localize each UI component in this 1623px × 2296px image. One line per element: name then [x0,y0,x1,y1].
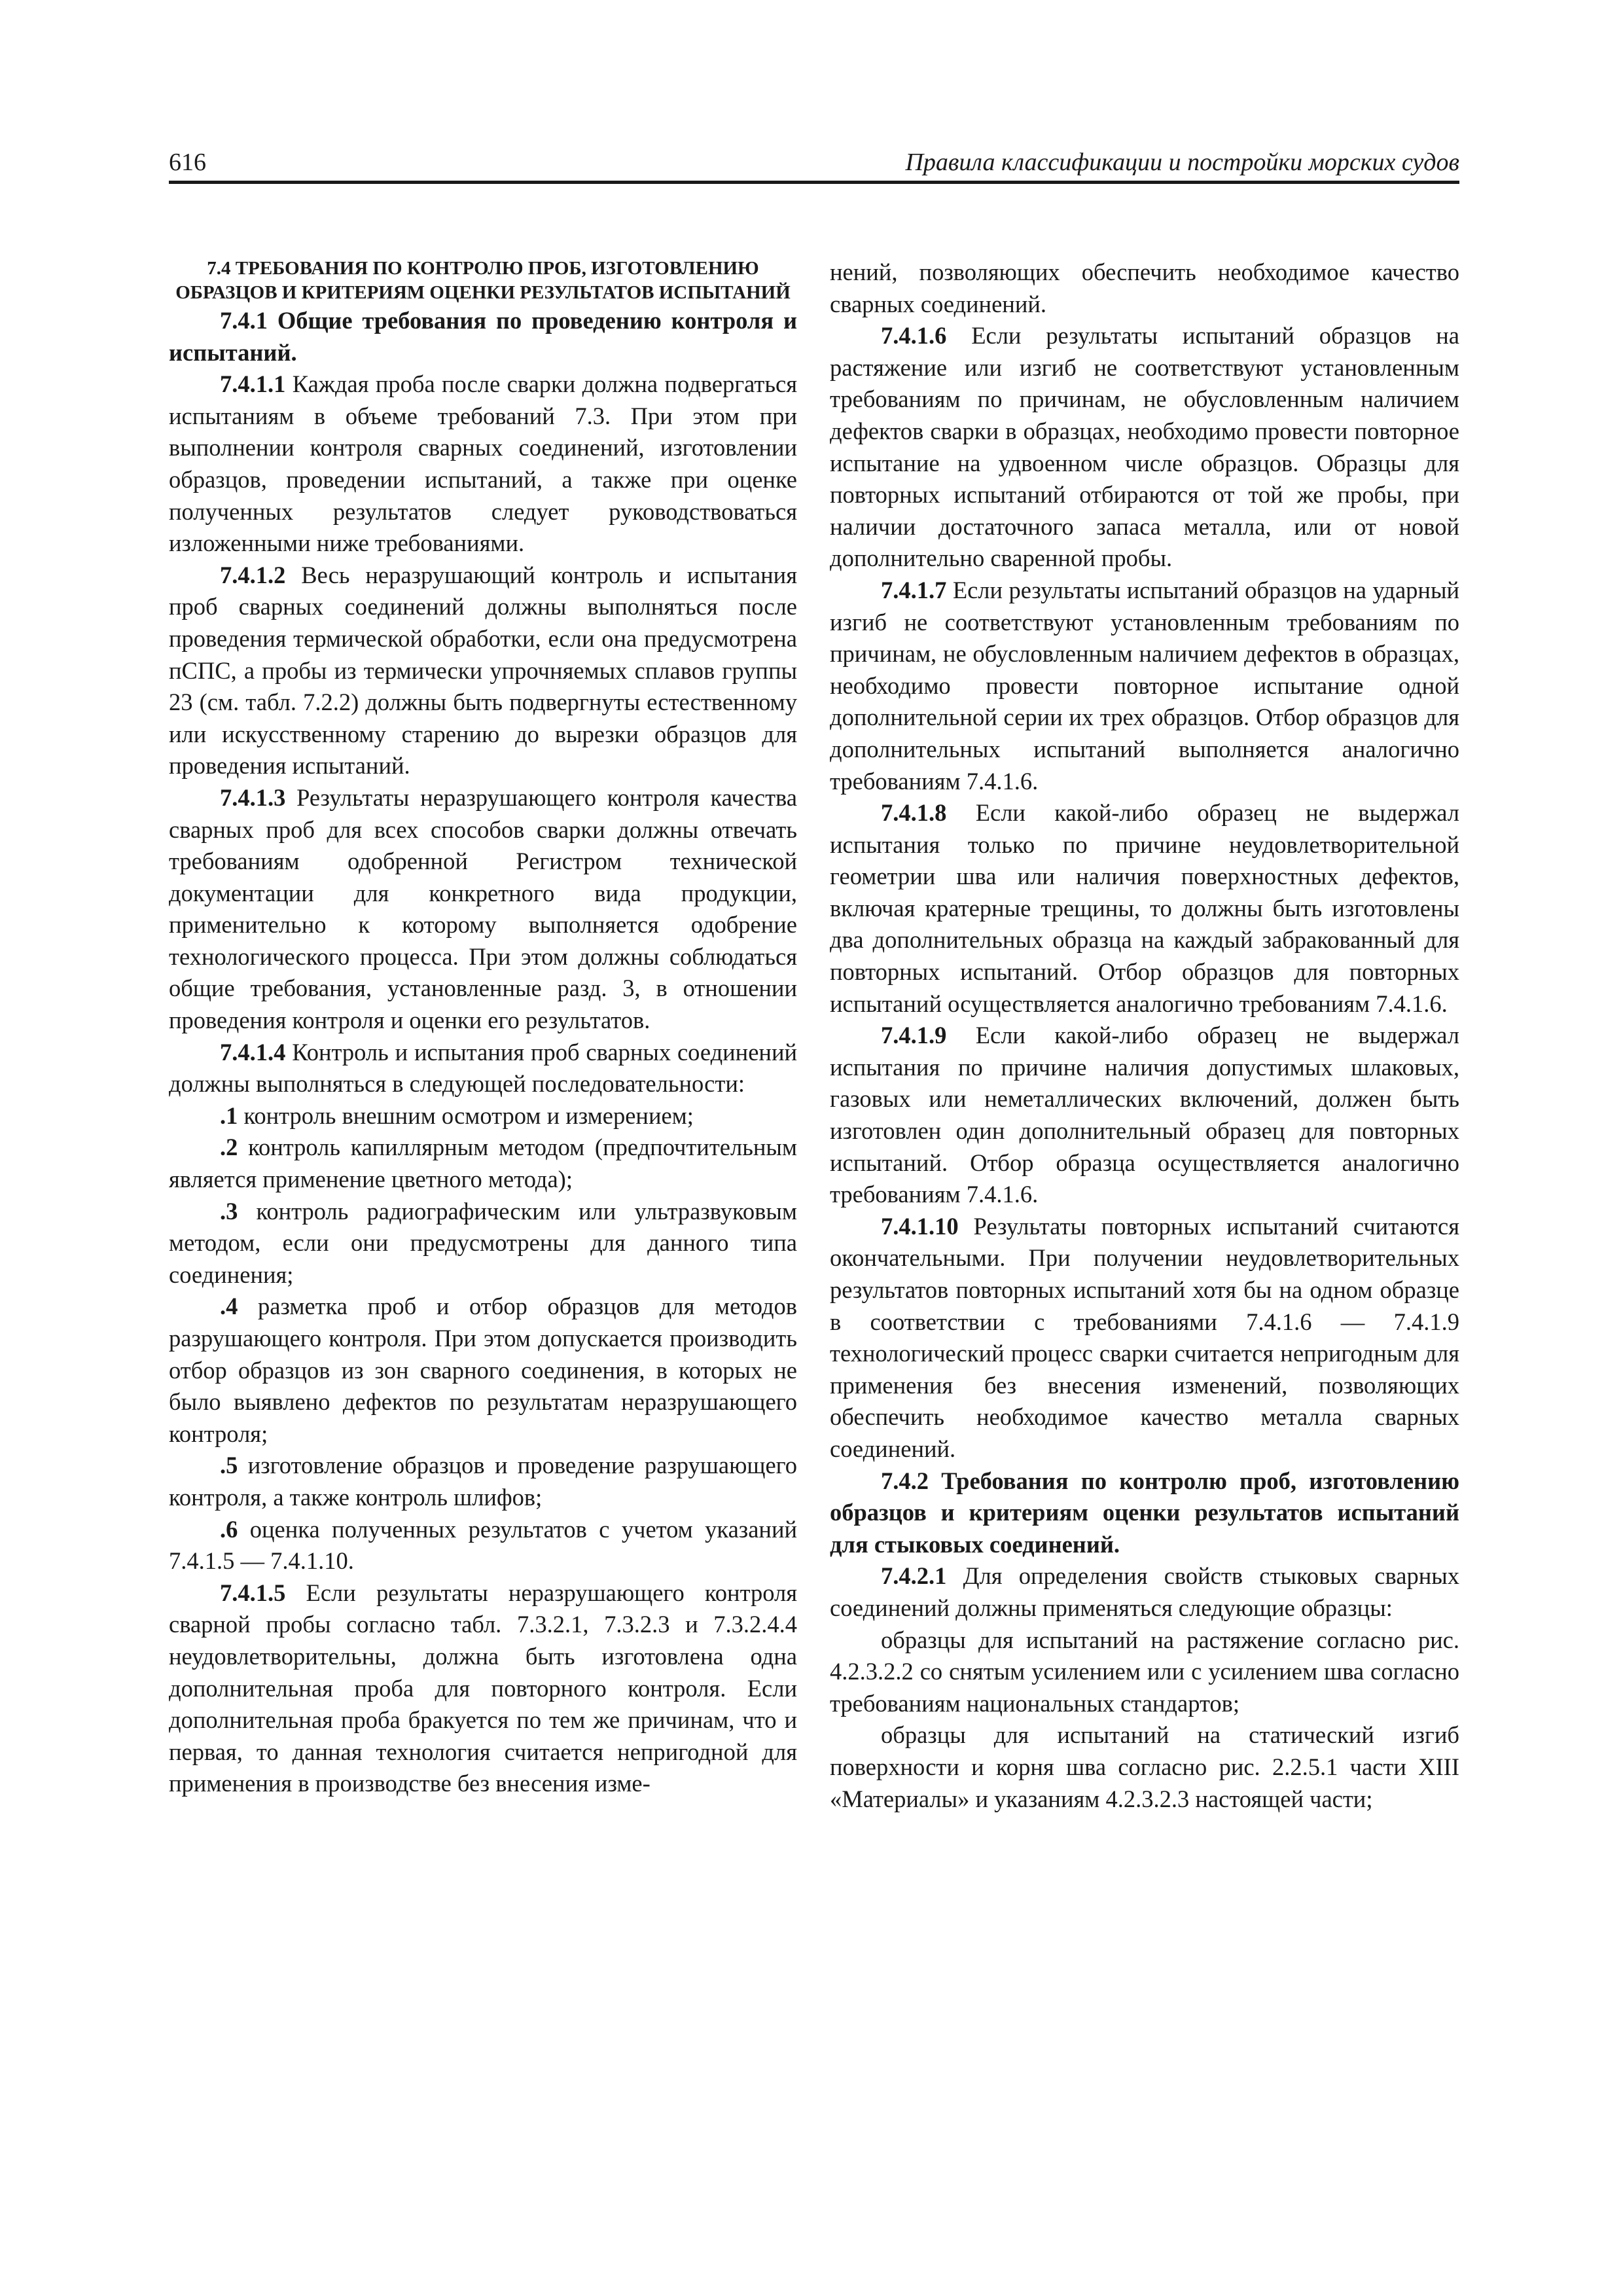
list-item-text: изготовление образцов и проведение разрушающего контроля, а также контроль шлифов; [169,1452,797,1511]
paragraph-number: 7.4.1.2 [220,561,286,588]
list-item [169,1196,797,1291]
list-item-number: .3 [220,1197,238,1225]
paragraph-text: Весь неразрушающий контроль и испытания проб сварных соединений должны выполняться после проведения термической обработки, если она предусмотрена пСПС, а пробы из термически упрочняемых сплавов группы 23 (см. табл. 7.2.2) должны быть подвергнуты естественному или искусственному старению до вырезки образцов для проведения испытаний. [169,561,798,780]
paragraph-text: Каждая проба после сварки должна подвергаться испытаниям в объеме требований 7.3. При этом при выполнении контроля сварных соединений, изготовлении образцов, проведении испытаний, а также при оценке полученных результатов следует руководствоваться изложенными ниже требованиями. [169,370,798,557]
paragraph-continuation: нений, позволяющих обеспечить необходимое качество сварных соединений. [830,259,1459,317]
list-item-number: .6 [220,1515,238,1543]
paragraph-text: Если какой-либо образец не выдержал испытания только по причине неудовлетворительной геометрии шва или наличия поверхностных дефектов, включая кратерные трещины, то должны быть изготовлены два дополнительных образца на каждый забракованный для повторных испытаний. Отбор образцов для повторных испытаний осуществляется аналогично требованиям 7.4.1.6. [830,799,1459,1017]
paragraph-text: Если результаты испытаний образцов на ударный изгиб не соответствуют установленным требованиям по причинам, не обусловленным наличием дефектов в образцах, необходимо провести повторное испытание одной дополнительной серии их трех образцов. Отбор образцов для дополнительных испытаний выполняется аналогично требованиям 7.4.1.6. [830,576,1459,795]
list-item-text: оценка полученных результатов с учетом указаний 7.4.1.5 — 7.4.1.10. [169,1515,798,1575]
left-column [169,257,797,1800]
list-item [169,1514,797,1577]
paragraph-7-4-1-2 [169,560,797,782]
paragraph-7-4-1-10 [830,1211,1459,1465]
paragraph-text: Контроль и испытания проб сварных соединений должны выполняться в следующей последовательности: [169,1038,798,1098]
right-column [830,257,1459,1815]
specimen-item-bend: образцы для испытаний на статический изгиб поверхности и корня шва согласно рис. 2.2.5.1 части XIII «Материалы» и указаниям 4.2.3.2.3 настоящей части; [830,1721,1459,1812]
paragraph-number: 7.4.1.6 [881,322,947,350]
list-item-text: контроль капиллярным методом (предпочтительным является применение цветного метода); [169,1134,798,1193]
list-item-number: .2 [220,1134,238,1161]
paragraph-text: Если результаты неразрушающего контроля сварной пробы согласно табл. 7.3.2.1, 7.3.2.3 и 7.3.2.4.4 неудовлетворительны, должна быть изготовлена одна дополнительная проба для повторного контроля. Если дополнительная проба бракуется по тем же причинам, что и первая, то данная технология считается непригодной для применения в производстве без внесения изме- [169,1579,797,1797]
paragraph-7-4-1-4 [169,1037,797,1100]
list-item-text: разметка проб и отбор образцов для методов разрушающего контроля. При этом допускается производить отбор образцов из зон сварного соединения, в которых не было выявлено дефектов по результатам неразрушающего контроля; [169,1293,798,1447]
paragraph-text: Результаты повторных испытаний считаются окончательными. При получении неудовлетворительных результатов повторных испытаний хотя бы на одном образце в соответствии с требованиями 7.4.1.6 — 7.4.1.9 технологический процесс сварки считается непригодным для применения без внесения изменений, позволяющих обеспечить необходимое качество металла сварных соединений. [830,1212,1459,1462]
paragraph-text: Для определения свойств стыковых сварных соединений должны применяться следующие образцы: [830,1562,1460,1621]
paragraph-7-4-1-3 [169,782,797,1037]
page-header [169,145,1459,182]
subsection-title-7-4-1: 7.4.1 Общие требования по проведению контроля и испытаний. [169,307,797,366]
paragraph-number: 7.4.2.1 [881,1562,947,1590]
paragraph-7-4-2-1 [830,1560,1459,1624]
list-item-number: .5 [220,1452,238,1479]
paragraph-number: 7.4.1.7 [881,576,947,603]
header-rule [169,181,1459,184]
paragraph-number: 7.4.1.9 [881,1022,947,1049]
list-item-number: .1 [220,1102,238,1129]
subsection-title-7-4-2: 7.4.2 Требования по контролю проб, изготовлению образцов и критериям оценки результатов испытаний для стыковых соединений. [830,1467,1459,1558]
paragraph-number: 7.4.1.5 [220,1579,286,1606]
paragraph-number: 7.4.1.1 [220,370,286,398]
paragraph-text: Если какой-либо образец не выдержал испытания по причине наличия допустимых шлаковых, газовых или неметаллических включений, должен быть изготовлен один дополнительный образец для повторных испытаний. Отбор образца осуществляется аналогично требованиям 7.4.1.6. [830,1022,1459,1208]
paragraph-7-4-1-1 [169,368,797,560]
paragraph-number: 7.4.1.3 [220,783,286,811]
list-item-text: контроль радиографическим или ультразвуковым методом, если они предусмотрены для данного типа соединения; [169,1197,797,1288]
list-item [169,1450,797,1513]
paragraph-number: 7.4.1.8 [881,799,947,827]
paragraph-number: 7.4.1.10 [881,1212,959,1240]
paragraph-text: Если результаты испытаний образцов на растяжение или изгиб не соответствуют установленным требованиям по причинам, не обусловленным наличием дефектов сварки в образцах, необходимо провести повторное испытание на удвоенном числе образцов. Образцы для повторных испытаний отбираются от той же пробы, при наличии достаточного запаса металла, или от новой дополнительно сваренной пробы. [830,322,1460,572]
paragraph-7-4-1-5 [169,1577,797,1800]
paragraph-7-4-1-6 [830,320,1459,575]
list-item-number: .4 [220,1293,238,1320]
list-item [169,1291,797,1450]
list-item [169,1132,797,1195]
specimen-item-tensile: образцы для испытаний на растяжение согласно рис. 4.2.3.2.2 со снятым усилением или с усилением шва согласно требованиям национальных стандартов; [830,1626,1459,1717]
section-title: 7.4 ТРЕБОВАНИЯ ПО КОНТРОЛЮ ПРОБ, ИЗГОТОВЛЕНИЮ ОБРАЗЦОВ И КРИТЕРИЯМ ОЦЕНКИ РЕЗУЛЬТАТОВ ИСПЫТАНИЙ [175,258,791,303]
paragraph-7-4-1-7 [830,575,1459,797]
running-title: Правила классификации и постройки морских судов [905,149,1459,176]
list-item-text: контроль внешним осмотром и измерением; [243,1102,694,1129]
paragraph-7-4-1-8 [830,797,1459,1020]
paragraph-7-4-1-9 [830,1020,1459,1211]
paragraph-text: Результаты неразрушающего контроля качества сварных проб для всех способов сварки должны отвечать требованиям одобренной Регистром технической документации для конкретного вида продукции, применительно к которому выполняется одобрение технологического процесса. При этом должны соблюдаться общие требования, установленные разд. 3, в отношении проведения контроля и оценки его результатов. [169,783,797,1034]
paragraph-number: 7.4.1.4 [220,1038,286,1066]
page-number: 616 [169,149,206,176]
list-item [169,1100,797,1132]
